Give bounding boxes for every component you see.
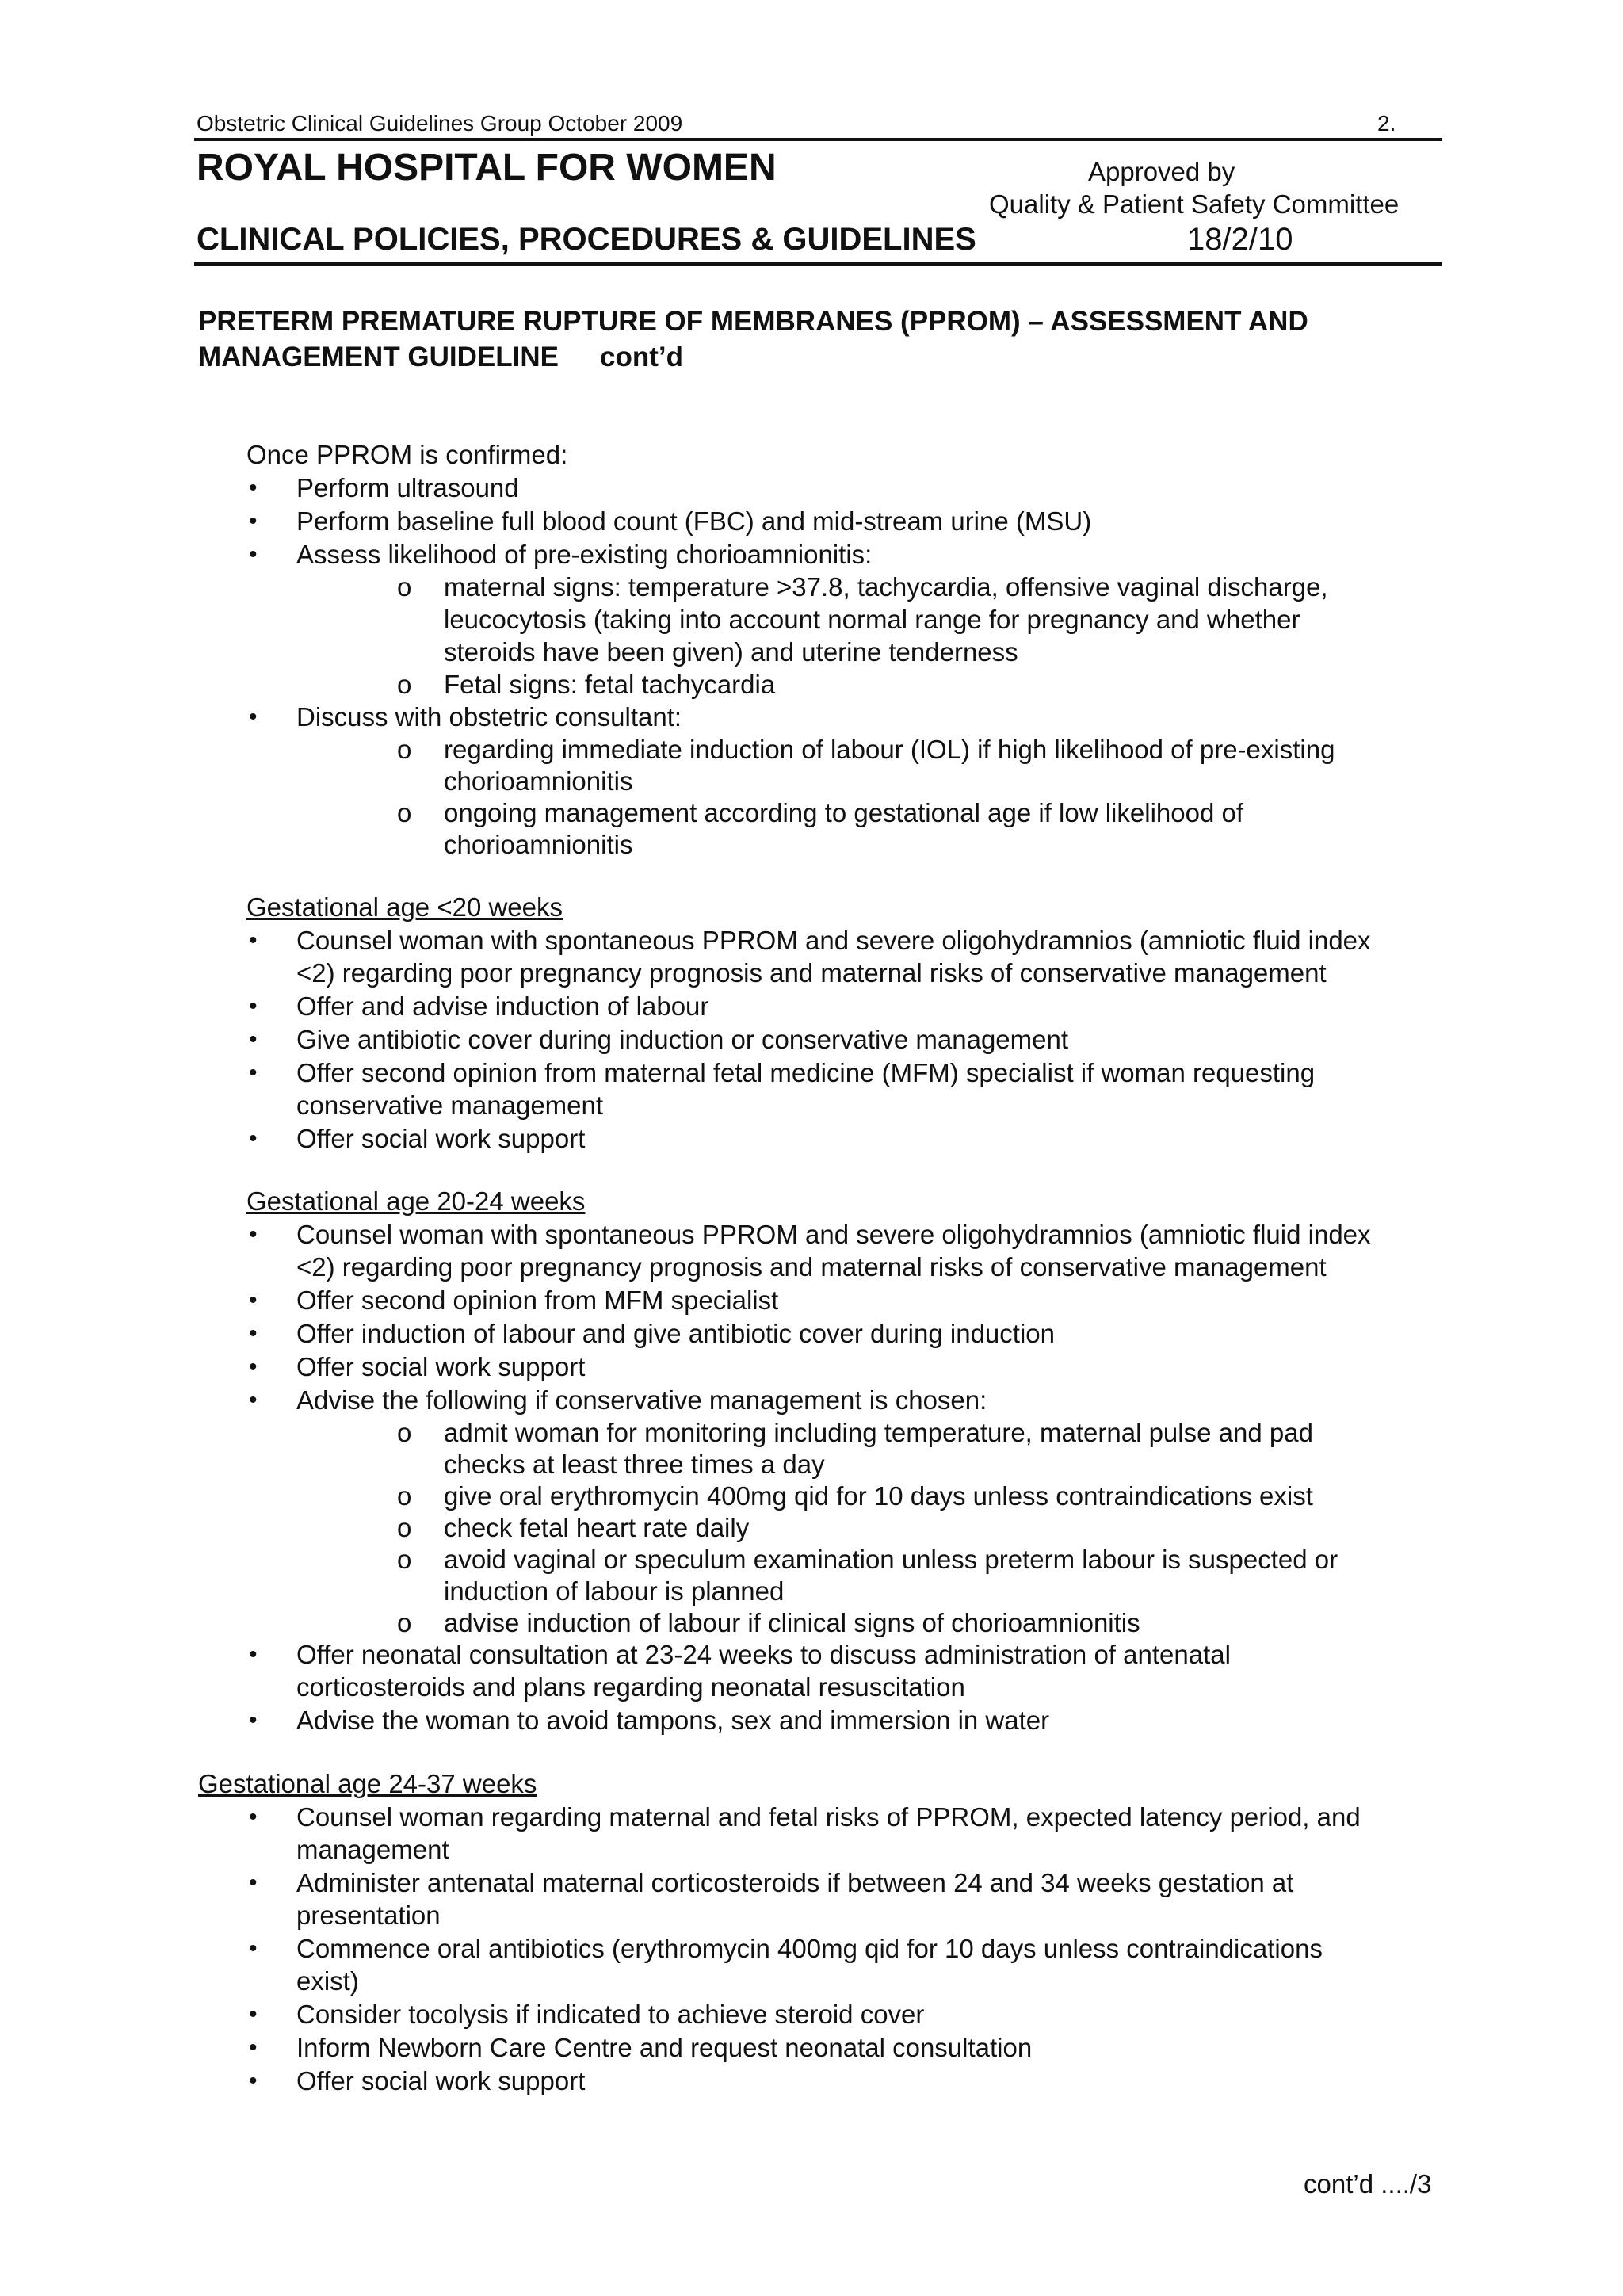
section-heading-ga-20-24: Gestational age 20-24 weeks <box>246 1186 586 1216</box>
sub-bullet-icon: o <box>397 1513 412 1542</box>
list-item: Offer social work support <box>296 2066 586 2095</box>
list-item: Counsel woman with spontaneous PPROM and severe oligohydramnios (amniotic fluid index <box>296 1220 1371 1249</box>
sub-list-item: regarding immediate induction of labour (IOL) if high likelihood of pre-existing <box>444 735 1335 764</box>
sub-bullet-icon: o <box>397 1418 412 1447</box>
page-number: 2. <box>1377 111 1396 136</box>
sub-list-item: ongoing management according to gestational age if low likelihood of <box>444 798 1243 827</box>
list-item-continued: corticosteroids and plans regarding neonatal resuscitation <box>296 1672 965 1702</box>
list-item: Counsel woman regarding maternal and fetal risks of PPROM, expected latency period, and <box>296 1802 1361 1832</box>
bullet-icon: • <box>249 993 258 1019</box>
bullet-icon: • <box>249 1026 258 1052</box>
sub-list-item-continued: leucocytosis (taking into account normal range for pregnancy and whether <box>444 605 1300 634</box>
sub-bullet-icon: o <box>397 1481 412 1511</box>
bullet-icon: • <box>249 1935 258 1962</box>
bullet-icon: • <box>249 1641 258 1668</box>
sub-list-item-continued: steroids have been given) and uterine tenderness <box>444 637 1018 667</box>
sub-list-item: check fetal heart rate daily <box>444 1513 750 1542</box>
sub-bullet-icon: o <box>397 572 412 602</box>
bullet-icon: • <box>249 1125 258 1152</box>
bullet-icon: • <box>249 1804 258 1830</box>
list-item: Inform Newborn Care Centre and request neonatal consultation <box>296 2033 1033 2062</box>
sub-list-item: admit woman for monitoring including temperature, maternal pulse and pad <box>444 1418 1313 1447</box>
bullet-icon: • <box>249 704 258 730</box>
sub-list-item: avoid vaginal or speculum examination unless preterm labour is suspected or <box>444 1545 1338 1574</box>
list-item-continued: <2) regarding poor pregnancy prognosis and maternal risks of conservative management <box>296 958 1327 988</box>
list-item-continued: presentation <box>296 1901 441 1930</box>
continued-footer: cont’d ..../3 <box>1304 2169 1432 2199</box>
list-item: Offer second opinion from maternal fetal medicine (MFM) specialist if woman requesting <box>296 1058 1316 1087</box>
list-item: Offer and advise induction of labour <box>296 991 709 1021</box>
list-item: Perform baseline full blood count (FBC) and mid-stream urine (MSU) <box>296 506 1092 536</box>
header-bottom-rule <box>194 262 1442 266</box>
list-item: Offer second opinion from MFM specialist <box>296 1286 779 1315</box>
bullet-icon: • <box>249 2001 258 2027</box>
section-heading-once-confirmed: Once PPROM is confirmed: <box>246 440 568 469</box>
sub-bullet-icon: o <box>397 735 412 764</box>
list-item-continued: <2) regarding poor pregnancy prognosis and maternal risks of conservative management <box>296 1252 1327 1282</box>
document-title-line-2-text: MANAGEMENT GUIDELINE <box>198 342 559 372</box>
approved-by-label: Approved by <box>1088 157 1235 186</box>
list-item: Offer induction of labour and give antibiotic cover during induction <box>296 1319 1055 1348</box>
contd-label: cont’d <box>600 342 683 372</box>
bullet-icon: • <box>249 541 258 567</box>
list-item-continued: management <box>296 1835 449 1864</box>
list-item-continued: exist) <box>296 1966 359 1996</box>
list-item: Assess likelihood of pre-existing chorioamnionitis: <box>296 540 873 569</box>
sub-list-item: advise induction of labour if clinical signs of chorioamnionitis <box>444 1608 1140 1637</box>
sub-list-item: Fetal signs: fetal tachycardia <box>444 670 776 699</box>
bullet-icon: • <box>249 1354 258 1380</box>
sub-list-item-continued: chorioamnionitis <box>444 830 633 859</box>
policies-heading: CLINICAL POLICIES, PROCEDURES & GUIDELINES <box>197 222 976 257</box>
list-item: Advise the woman to avoid tampons, sex and immersion in water <box>296 1706 1050 1735</box>
list-item: Discuss with obstetric consultant: <box>296 702 682 732</box>
sub-list-item-continued: chorioamnionitis <box>444 766 633 796</box>
document-title <box>198 304 1308 375</box>
bullet-icon: • <box>249 927 258 953</box>
list-item: Consider tocolysis if indicated to achieve steroid cover <box>296 2000 925 2029</box>
list-item: Give antibiotic cover during induction or conservative management <box>296 1025 1069 1054</box>
list-item-continued: conservative management <box>296 1091 604 1120</box>
bullet-icon: • <box>249 1060 258 1086</box>
list-item: Advise the following if conservative management is chosen: <box>296 1385 987 1415</box>
list-item: Perform ultrasound <box>296 473 519 502</box>
bullet-icon: • <box>249 1387 258 1413</box>
sub-bullet-icon: o <box>397 670 412 699</box>
list-item: Counsel woman with spontaneous PPROM and severe oligohydramnios (amniotic fluid index <box>296 926 1371 955</box>
sub-bullet-icon: o <box>397 1608 412 1637</box>
sub-list-item-continued: checks at least three times a day <box>444 1450 825 1479</box>
sub-list-item: maternal signs: temperature >37.8, tachycardia, offensive vaginal discharge, <box>444 572 1328 602</box>
sub-bullet-icon: o <box>397 798 412 827</box>
list-item: Commence oral antibiotics (erythromycin 400mg qid for 10 days unless contraindications <box>296 1934 1323 1963</box>
bullet-icon: • <box>249 1287 258 1313</box>
document-title-line-2 <box>198 339 1308 375</box>
list-item: Administer antenatal maternal corticosteroids if between 24 and 34 weeks gestation at <box>296 1868 1294 1897</box>
sub-list-item: give oral erythromycin 400mg qid for 10 days unless contraindications exist <box>444 1481 1313 1511</box>
sub-bullet-icon: o <box>397 1545 412 1574</box>
bullet-icon: • <box>249 2068 258 2094</box>
approving-committee: Quality & Patient Safety Committee <box>989 189 1400 219</box>
bullet-icon: • <box>249 475 258 501</box>
sub-list-item-continued: induction of labour is planned <box>444 1576 785 1606</box>
list-item: Offer social work support <box>296 1352 586 1381</box>
bullet-icon: • <box>249 508 258 534</box>
approval-date: 18/2/10 <box>1187 222 1293 257</box>
guidelines-group-line: Obstetric Clinical Guidelines Group October 2009 <box>197 111 683 136</box>
bullet-icon: • <box>249 1870 258 1896</box>
header-top-rule <box>194 138 1442 141</box>
document-title-line-1: PRETERM PREMATURE RUPTURE OF MEMBRANES (PPROM) – ASSESSMENT AND <box>198 306 1308 337</box>
bullet-icon: • <box>249 2034 258 2061</box>
hospital-name: ROYAL HOSPITAL FOR WOMEN <box>197 147 777 189</box>
bullet-icon: • <box>249 1320 258 1347</box>
section-heading-ga-under-20: Gestational age <20 weeks <box>246 892 563 922</box>
list-item: Offer social work support <box>296 1124 586 1153</box>
section-heading-ga-24-37: Gestational age 24-37 weeks <box>198 1769 537 1798</box>
bullet-icon: • <box>249 1707 258 1733</box>
list-item: Offer neonatal consultation at 23-24 weeks to discuss administration of antenatal <box>296 1640 1231 1669</box>
bullet-icon: • <box>249 1221 258 1247</box>
